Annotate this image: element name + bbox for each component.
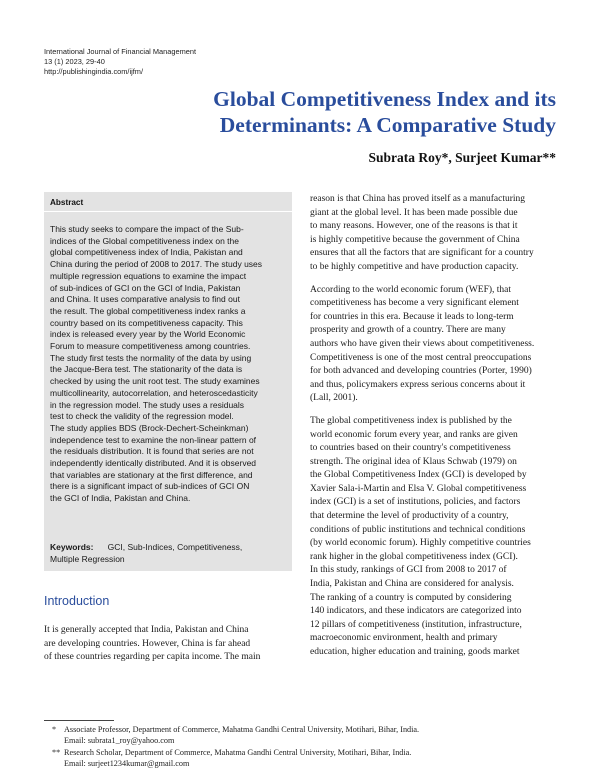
abstract-line: multiple regression equations to examine the impact	[50, 270, 247, 281]
abstract-line: in the regression model. The study uses a residuals	[50, 399, 245, 410]
footnote-2-email[interactable]: Email: surjeet1234kumar@gmail.com	[64, 758, 190, 768]
introduction-line: are developing countries. However, China is far ahead	[44, 638, 251, 649]
paragraph-2-line: authors who have given their views about competitiveness.	[310, 338, 535, 349]
keywords-label: Keywords:	[50, 542, 94, 552]
abstract-line: independence test to examine the non-linear pattern of	[50, 434, 257, 445]
title-line-2: Determinants: A Comparative Study	[219, 113, 556, 137]
paragraph-3-line: education, higher education and training, goods market	[310, 647, 520, 657]
abstract-line: checked by using the unit root test. The study examines	[50, 376, 260, 387]
abstract-line: the result. The global competitiveness index ranks a	[50, 305, 246, 316]
title-line-1: Global Competitiveness Index and its	[213, 87, 556, 111]
paragraph-2-line: (Lall, 2001).	[310, 393, 358, 404]
journal-name: International Journal of Financial Management	[44, 47, 197, 56]
abstract-line: multicollinearity, autocorrelation, and heteroscedasticity	[50, 387, 258, 398]
journal-info	[44, 47, 196, 77]
abstract-line: China during the period of 2008 to 2017. The study uses	[50, 259, 263, 270]
abstract-line: index is released every year by the World Economic	[50, 329, 246, 340]
paragraph-3-line: to countries based on their country's competitiveness	[310, 443, 511, 454]
abstract-line: the Jacque-Bera test. The stationarity of the data is	[50, 364, 243, 375]
paragraph-3-line: (by world economic forum). Highly competitive countries	[310, 538, 531, 549]
abstract-line: that variables are stationary at the first difference, and	[50, 469, 253, 480]
footnote-2	[52, 747, 419, 758]
paragraph-1-line: reason is that China has proved itself as a manufacturing	[310, 194, 526, 204]
right-column	[310, 193, 534, 660]
abstract-line: indices of the Global competitiveness index on the	[50, 235, 240, 246]
journal-url[interactable]: http://publishingindia.com/ijfm/	[44, 67, 144, 76]
paragraph-1-line: is highly competitive because the government of China	[310, 234, 520, 245]
paragraph-1-line: ensures that all the factors that are significant for a country	[310, 248, 534, 259]
abstract-line: global competitiveness index of India, Pakistan and	[50, 247, 243, 258]
abstract-line: independently identically distributed. And it is observed	[50, 458, 257, 469]
paragraph-3	[310, 415, 534, 660]
introduction-text	[44, 624, 260, 665]
paragraph-3-line: rank higher in the global competitiveness index (GCI).	[310, 551, 518, 562]
footnote-2-text: Research Scholar, Department of Commerce, Mahatma Gandhi Central University, Motihari, Bihar, India.	[64, 747, 412, 757]
keywords-line-2: Multiple Regression	[50, 553, 125, 564]
paragraph-3-line: world economic forum every year, and ranks are given	[310, 429, 518, 440]
keywords-line-1: GCI, Sub-Indices, Competitiveness,	[107, 542, 243, 552]
abstract-line: The study applies BDS (Brock-Dechert-Scheinkman)	[50, 422, 249, 433]
abstract-line: country based on its competitiveness capacity. This	[50, 317, 243, 328]
authors: Subrata Roy*, Surjeet Kumar**	[368, 150, 556, 165]
abstract-line: there is a significant impact of sub-indices of GCI ON	[50, 481, 250, 492]
paragraph-2	[310, 284, 534, 406]
footnote-1-marker: *	[52, 725, 57, 734]
paragraph-3-line: In this study, rankings of GCI from 2008 to 2017 of	[310, 565, 507, 576]
paragraph-3-line: the Global Competitiveness Index (GCI) is developed by	[310, 470, 527, 481]
abstract-line: Forum to measure competitiveness among countries.	[50, 341, 251, 352]
paper-title	[116, 86, 556, 138]
abstract-text	[50, 224, 286, 505]
footnote-1	[52, 724, 419, 735]
introduction-line: of these countries regarding per capita income. The main	[44, 652, 261, 663]
introduction-line: It is generally accepted that India, Pakistan and China	[44, 625, 249, 635]
paragraph-1-line: to many reasons. However, one of the reasons is that it	[310, 221, 518, 232]
paragraph-3-line: India, Pakistan and China are considered for analysis.	[310, 579, 514, 590]
paragraph-1-line: to be highly competitive and have production capacity.	[310, 261, 519, 272]
paragraph-2-line: for both advanced and developing countries (Porter, 1990)	[310, 366, 532, 377]
abstract-line: of sub-indices of GCI on the GCI of India, Pakistan	[50, 282, 241, 293]
introduction-heading: Introduction	[44, 594, 110, 608]
paragraph-2-line: prosperity and growth of a country. There are many	[310, 325, 506, 336]
abstract-line: the GCI of India, Pakistan and China.	[50, 493, 191, 504]
footnote-divider	[44, 720, 114, 721]
paragraph-3-line: conditions of public institutions and technical conditions	[310, 524, 526, 535]
paragraph-1	[310, 193, 534, 275]
abstract-heading: Abstract	[50, 198, 84, 207]
abstract-box	[44, 192, 292, 571]
journal-issue: 13 (1) 2023, 29-40	[44, 57, 105, 66]
footnote-1-email[interactable]: Email: subrata1_roy@yahoo.com	[64, 736, 175, 746]
paragraph-3-line: index (GCI) is a set of institutions, policies, and factors	[310, 497, 521, 508]
paragraph-3-line: macroeconomic environment, health and primary	[310, 633, 498, 644]
paragraph-3-line: Xavier Sala-i-Martin and Elsa V. Global competitiveness	[310, 483, 527, 494]
footnote-2-marker: **	[52, 747, 61, 757]
paragraph-3-line: 12 pillars of competitiveness (institution, infrastructure,	[310, 619, 522, 630]
footnotes	[52, 724, 419, 769]
abstract-line: and China. It uses comparative analysis to find out	[50, 294, 240, 305]
keywords	[50, 542, 286, 565]
paragraph-1-line: giant at the global level. It has been made possible due	[310, 207, 518, 218]
paragraph-3-line: that determine the level of productivity of a country,	[310, 511, 509, 522]
paragraph-2-line: for countries in this era. Because it leads to long-term	[310, 311, 514, 322]
abstract-line: test to check the validity of the regression model.	[50, 411, 234, 422]
paragraph-2-line: Competitiveness is one of the most central preoccupations	[310, 352, 532, 363]
paragraph-2-line: According to the world economic forum (WEF), that	[310, 284, 512, 295]
paragraph-2-line: and thus, policymakers express serious concerns about it	[310, 379, 526, 390]
paragraph-2-line: competitiveness has become a very significant element	[310, 298, 519, 309]
paragraph-3-line: The ranking of a country is computed by considering	[310, 592, 512, 603]
abstract-divider	[44, 211, 292, 212]
abstract-line: the residuals distribution. It is found that series are not	[50, 446, 254, 457]
abstract-line: The study first tests the normality of the data by using	[50, 352, 252, 363]
footnote-1-text: Associate Professor, Department of Commerce, Mahatma Gandhi Central University, Motihari, Bihar, India.	[64, 725, 420, 734]
paragraph-3-line: 140 indicators, and these indicators are categorized into	[310, 606, 522, 617]
abstract-line: This study seeks to compare the impact of the Sub-	[50, 224, 244, 234]
paragraph-3-line: strength. The original idea of Klaus Schwab (1979) on	[310, 456, 517, 467]
paragraph-3-line: The global competitiveness index is published by the	[310, 415, 512, 426]
